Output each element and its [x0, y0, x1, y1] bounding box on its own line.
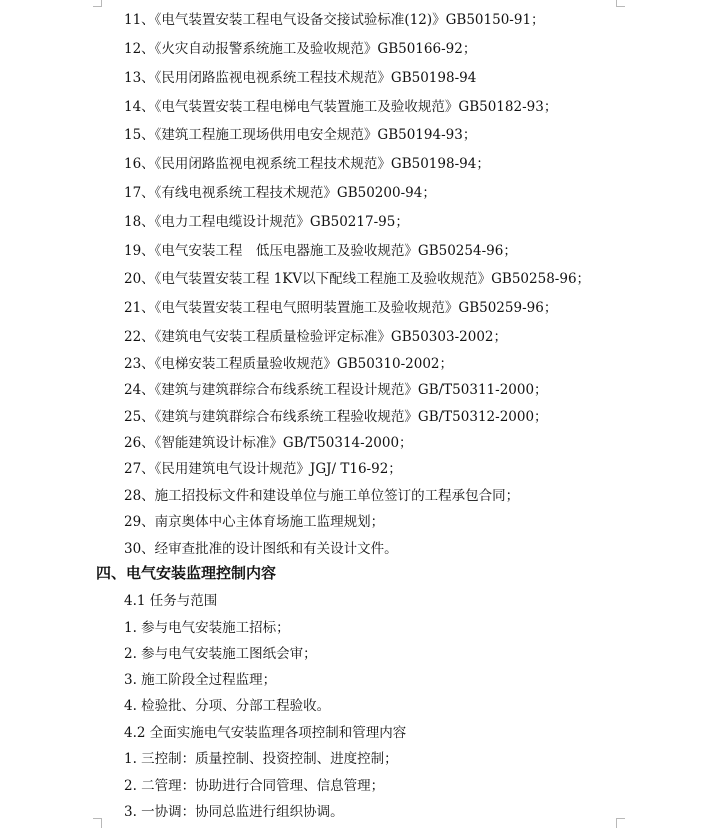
reference-item: 29、南京奥体中心主体育场施工监理规划；: [124, 514, 385, 530]
reference-item: 13、《民用闭路监视电视系统工程技术规范》GB50198-94: [124, 70, 477, 86]
reference-item: 12、《火灾自动报警系统施工及验收规范》GB50166-92；: [124, 41, 477, 57]
task-item: 4. 检验批、分项、分部工程验收。: [124, 698, 331, 714]
control-item: 2. 二管理：协助进行合同管理、信息管理；: [124, 778, 385, 794]
reference-item: 26、《智能建筑设计标准》GB/T50314-2000；: [124, 435, 413, 451]
subsection-title: 4.2 全面实施电气安装监理各项控制和管理内容: [124, 725, 407, 741]
section-heading: 四、电气安装监理控制内容: [96, 564, 277, 582]
reference-item: 28、施工招投标文件和建设单位与施工单位签订的工程承包合同；: [124, 488, 520, 504]
reference-item: 11、《电气装置安装工程电气设备交接试验标准(12)》GB50150-91；: [124, 12, 545, 28]
reference-item: 17、《有线电视系统工程技术规范》GB50200-94；: [124, 185, 436, 201]
reference-item: 14、《电气装置安装工程电梯电气装置施工及验收规范》GB50182-93；: [124, 99, 558, 115]
reference-item: 30、经审查批准的设计图纸和有关设计文件。: [124, 541, 398, 557]
page-corner-mark: [93, 0, 102, 7]
reference-item: 19、《电气安装工程 低压电器施工及验收规范》GB50254-96；: [124, 243, 517, 259]
reference-item: 23、《电梯安装工程质量验收规范》GB50310-2002；: [124, 356, 453, 372]
reference-item: 21、《电气装置安装工程电气照明装置施工及验收规范》GB50259-96；: [124, 300, 558, 316]
control-item: 1. 三控制：质量控制、投资控制、进度控制；: [124, 751, 398, 767]
reference-item: 16、《民用闭路监视电视系统工程技术规范》GB50198-94；: [124, 156, 490, 172]
reference-item: 27、《民用建筑电气设计规范》JGJ/ T16-92；: [124, 461, 402, 477]
reference-item: 18、《电力工程电缆设计规范》GB50217-95；: [124, 214, 409, 230]
control-item: 3. 一协调：协同总监进行组织协调。: [124, 804, 344, 820]
reference-item: 24、《建筑与建筑群综合布线系统工程设计规范》GB/T50311-2000；: [124, 382, 548, 398]
page-corner-mark: [616, 0, 625, 7]
reference-item: 25、《建筑与建筑群综合布线系统工程验收规范》GB/T50312-2000；: [124, 409, 548, 425]
task-item: 2. 参与电气安装施工图纸会审；: [124, 646, 317, 662]
reference-item: 22、《建筑电气安装工程质量检验评定标准》GB50303-2002；: [124, 329, 507, 345]
reference-item: 20、《电气装置安装工程 1KV以下配线工程施工及验收规范》GB50258-96；: [124, 271, 591, 287]
subsection-title: 4.1 任务与范围: [124, 593, 218, 609]
task-item: 1. 参与电气安装施工招标；: [124, 620, 290, 636]
task-item: 3. 施工阶段全过程监理；: [124, 672, 277, 688]
reference-item: 15、《建筑工程施工现场供用电安全规范》GB50194-93；: [124, 127, 477, 143]
